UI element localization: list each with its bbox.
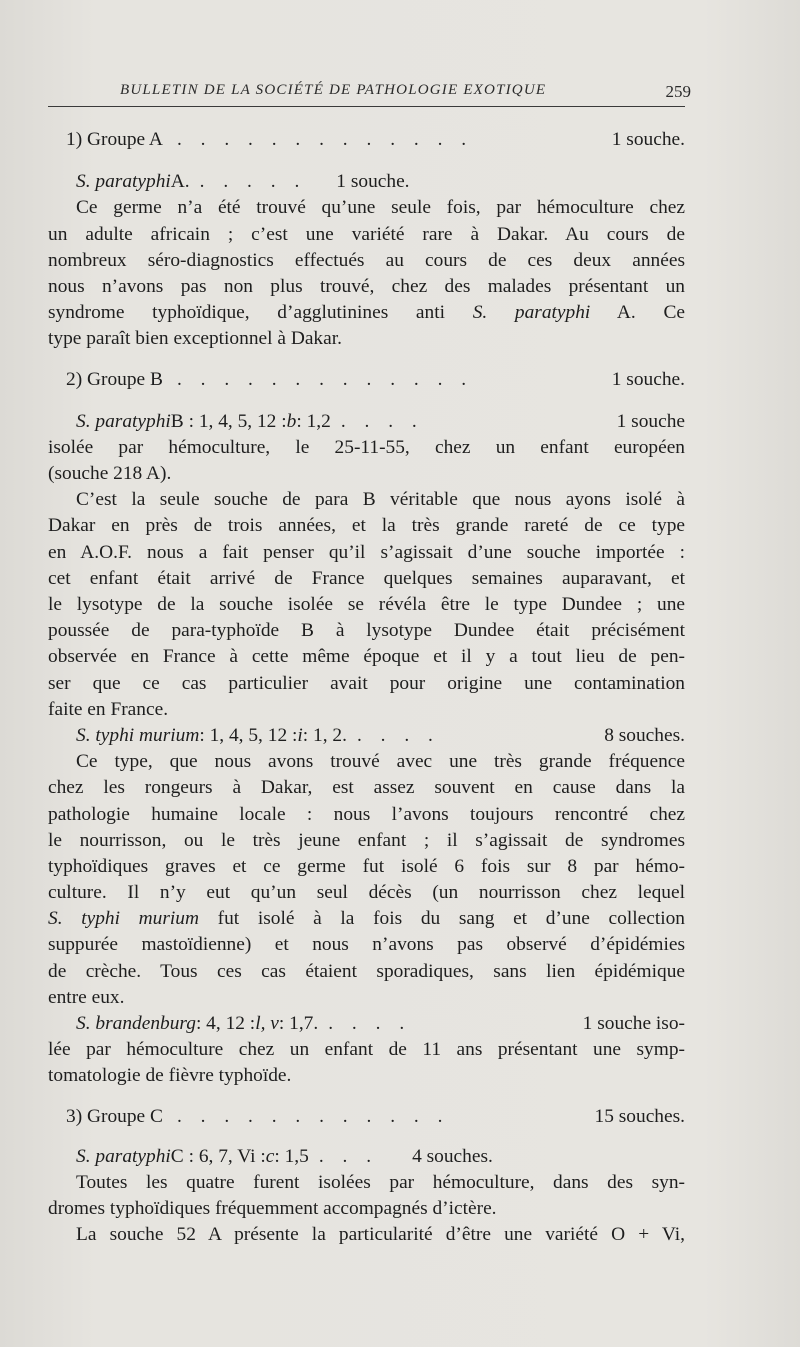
antigen-formula-italic: l, v xyxy=(255,1013,279,1034)
page-number: 259 xyxy=(665,82,691,101)
leader-dots: . . . . . . . . . . . . . xyxy=(176,129,474,150)
text-line: Dakar en près de trois années, et la très grande rareté de ce type xyxy=(48,515,685,537)
text-line: un adulte africain ; c’est une variété rare à Dakar. Au cours de xyxy=(48,223,685,245)
text-fragment: syndrome typhoïdique, d’agglutinines anti xyxy=(48,302,445,324)
text-line: de crèche. Tous ces cas étaient sporadiques, sans lien épidémique xyxy=(48,960,685,982)
paratyphi-b-paragraph xyxy=(48,435,685,723)
paratyphi-a-entry xyxy=(48,169,685,195)
groupe-c-heading xyxy=(48,1104,685,1130)
text-line: observée en France à cette même époque et il y a tout lieu de pen- xyxy=(48,646,685,668)
groupe-b-heading xyxy=(48,367,685,393)
leader-dots: . . . xyxy=(318,1145,379,1167)
species-name: S. paratyphi xyxy=(76,171,171,193)
typhi-murium-paragraph xyxy=(48,749,685,1011)
text-line: dromes typhoïdiques fréquemment accompagnés d’ictère. xyxy=(48,1198,497,1220)
text-line: (souche 218 A). xyxy=(48,463,172,485)
antigen-formula: : 1,5 xyxy=(274,1145,309,1167)
text-line: pathologie humaine locale : nous l’avons toujours rencontré chez xyxy=(48,803,685,825)
paratyphi-c-entry xyxy=(48,1144,685,1170)
paratyphi-b-entry xyxy=(48,409,685,435)
species-name: S. typhi murium xyxy=(76,724,200,746)
text-line: nombreux séro-diagnostics effectués au cours de ces deux années xyxy=(48,249,685,271)
running-head: BULLETIN DE LA SOCIÉTÉ DE PATHOLOGIE EXOTIQUE xyxy=(120,82,547,98)
text-line: le nourrisson, ou le très jeune enfant ; il s’agissait de syndromes xyxy=(48,829,685,851)
text-line: chez les rongeurs à Dakar, est assez souvent en cause dans la xyxy=(48,777,685,799)
paratyphi-a-paragraph xyxy=(48,195,685,352)
text-line: cet enfant était arrivé de France quelques semaines auparavant, et xyxy=(48,567,685,589)
text-line: Ce germe n’a été trouvé qu’une seule fois, par hémoculture chez xyxy=(76,197,685,219)
antigen-formula: : 4, 12 : xyxy=(195,1013,256,1034)
antigen-formula: B : 1, 4, 5, 12 : xyxy=(170,410,287,432)
text-line: type paraît bien exceptionnel à Dakar. xyxy=(48,328,342,350)
species-count: 1 souche xyxy=(616,410,685,432)
species-name: S. brandenburg xyxy=(76,1013,196,1034)
species-name: S. paratyphi xyxy=(76,410,171,432)
species-name: S. paratyphi xyxy=(76,1145,171,1167)
antigen-formula-italic: i xyxy=(297,724,303,746)
groupe-a-label: 1) Groupe A xyxy=(66,129,163,150)
running-header xyxy=(48,80,691,107)
groupe-b-count: 1 souche. xyxy=(611,368,685,390)
species-count: 4 souches. xyxy=(412,1145,493,1167)
text-line: lée par hémoculture chez un enfant de 11 ans présentant une symp- xyxy=(48,1039,685,1061)
leader-dots: . . . . xyxy=(340,410,424,432)
antigen-formula: : 1,7. xyxy=(278,1013,319,1034)
text-line: isolée par hémoculture, le 25-11-55, chez un enfant européen xyxy=(48,436,685,458)
body-text xyxy=(48,127,685,1249)
groupe-c-label: 3) Groupe C xyxy=(66,1105,163,1127)
text-line: faite en France. xyxy=(48,698,169,720)
text-line: Toutes les quatre furent isolées par hémoculture, dans des syn- xyxy=(76,1171,685,1193)
brandenburg-entry xyxy=(48,1011,685,1037)
text-line: nous n’avons pas non plus trouvé, chez des malades présentant un xyxy=(48,275,685,297)
text-line: en A.O.F. nous a fait penser qu’il s’agissait d’une souche importée : xyxy=(48,541,685,563)
antigen-formula-italic: b xyxy=(286,410,297,432)
text-line: poussée de para-typhoïde B à lysotype Dundee était précisément xyxy=(48,620,685,642)
text-line: entre eux. xyxy=(48,986,125,1008)
antigen-formula: : 1,2 xyxy=(296,410,331,432)
paratyphi-c-paragraph xyxy=(48,1170,685,1249)
text-line: culture. Il n’y eut qu’un seul décès (un nourrisson chez lequel xyxy=(48,882,685,904)
text-line: La souche 52 A présente la particularité d’être une variété O + Vi, xyxy=(76,1224,685,1246)
text-line xyxy=(48,906,685,932)
leader-dots: . . . . xyxy=(328,1013,412,1034)
species-name: S. paratyphi xyxy=(472,302,591,324)
leader-dots: . . . . . . . . . . . . xyxy=(176,1105,450,1127)
species-name: S. typhi murium xyxy=(48,908,199,930)
text-line: C’est la seule souche de para B véritable que nous ayons isolé à xyxy=(76,489,685,511)
typhi-murium-entry xyxy=(48,723,685,749)
groupe-c-count: 15 souches. xyxy=(594,1105,685,1127)
text-line: le lysotype de la souche isolée se révéla être le type Dundee ; une xyxy=(48,594,685,615)
text-line: ser que ce cas particulier avait pour origine une contamination xyxy=(48,672,685,694)
species-count: 8 souches. xyxy=(604,724,685,746)
brandenburg-paragraph xyxy=(48,1037,685,1089)
species-count: 1 souche iso- xyxy=(582,1013,685,1034)
groupe-b-label: 2) Groupe B xyxy=(66,368,163,390)
antigen-formula: C : 6, 7, Vi : xyxy=(170,1145,266,1167)
leader-dots: . . . . . . . . . . . . . xyxy=(176,368,474,390)
antigen-formula-italic: c xyxy=(265,1145,275,1167)
text-line: typhoïdiques graves et ce germe fut isolé 6 fois sur 8 par hémo- xyxy=(48,855,685,877)
text-fragment: fut isolé à la fois du sang et d’une collection xyxy=(217,908,685,930)
antigen-formula: : 1, 4, 5, 12 : xyxy=(199,724,298,746)
leader-dots: . . . . . xyxy=(199,171,307,193)
species-suffix: A. xyxy=(170,171,190,193)
text-line: suppurée mastoïdienne) et nous n’avons pas observé d’épidémies xyxy=(48,934,685,956)
text-line: tomatologie de fièvre typhoïde. xyxy=(48,1065,292,1087)
text-line: Ce type, que nous avons trouvé avec une très grande fréquence xyxy=(76,751,685,773)
leader-dots: . . . . xyxy=(356,724,440,746)
groupe-a-count: 1 souche. xyxy=(611,129,685,150)
groupe-a-heading xyxy=(48,127,685,153)
text-line xyxy=(48,300,685,326)
text-fragment: A. Ce xyxy=(616,302,685,324)
species-count: 1 souche. xyxy=(336,171,410,193)
antigen-formula: : 1, 2. xyxy=(302,724,347,746)
